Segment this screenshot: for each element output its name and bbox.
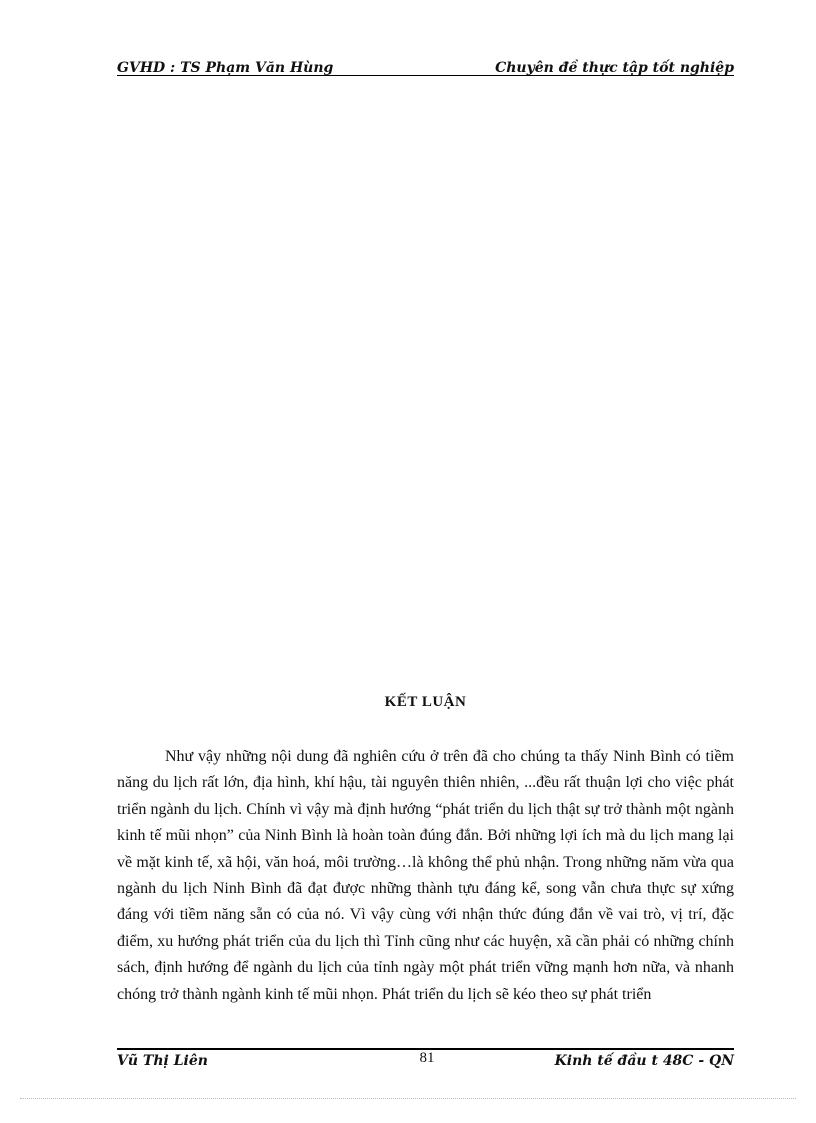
footer-class: Kinh tế đầu t 48C - QN: [554, 1053, 734, 1069]
header-rule: [117, 75, 734, 76]
page-number: 81: [419, 1050, 435, 1066]
header-advisor: GVHD : TS Phạm Văn Hùng: [117, 60, 334, 76]
page-bottom-divider: [20, 1098, 796, 1099]
body-paragraph: Như vậy những nội dung đã nghiên cứu ở trên đã cho chúng ta thấy Ninh Bình có tiềm năng du lịch rất lớn, địa hình, khí hậu, tài nguyên thiên nhiên, ...đều rất thuận lợi cho việc phát triển ngành du lịch. Chính vì vậy mà định hướng “phát triển du lịch thật sự trở thành một ngành kinh tế mũi nhọn” của Ninh Bình là hoàn toàn đúng đắn. Bởi những lợi ích mà du lịch mang lại về mặt kinh tế, xã hội, văn hoá, môi trường…là không thể phủ nhận. Trong những năm vừa qua ngành du lịch Ninh Bình đã đạt được những thành tựu đáng kể, song vẫn chưa thực sự xứng đáng với tiềm năng sẵn có của nó. Vì vậy cùng với nhận thức đúng đắn về vai trò, vị trí, đặc điểm, xu hướng phát triển của du lịch thì Tỉnh cũng như các huyện, xã cần phải có những chính sách, định hướng để ngành du lịch của tỉnh ngày một phát triển vững mạnh hơn nữa, và nhanh chóng trở thành ngành kinh tế mũi nhọn. Phát triển du lịch sẽ kéo theo sự phát triển: [117, 748, 734, 1003]
header-report-title: Chuyên đề thực tập tốt nghiệp: [495, 60, 734, 76]
footer-author: Vũ Thị Liên: [117, 1053, 208, 1069]
section-title: KẾT LUẬN: [384, 694, 467, 710]
